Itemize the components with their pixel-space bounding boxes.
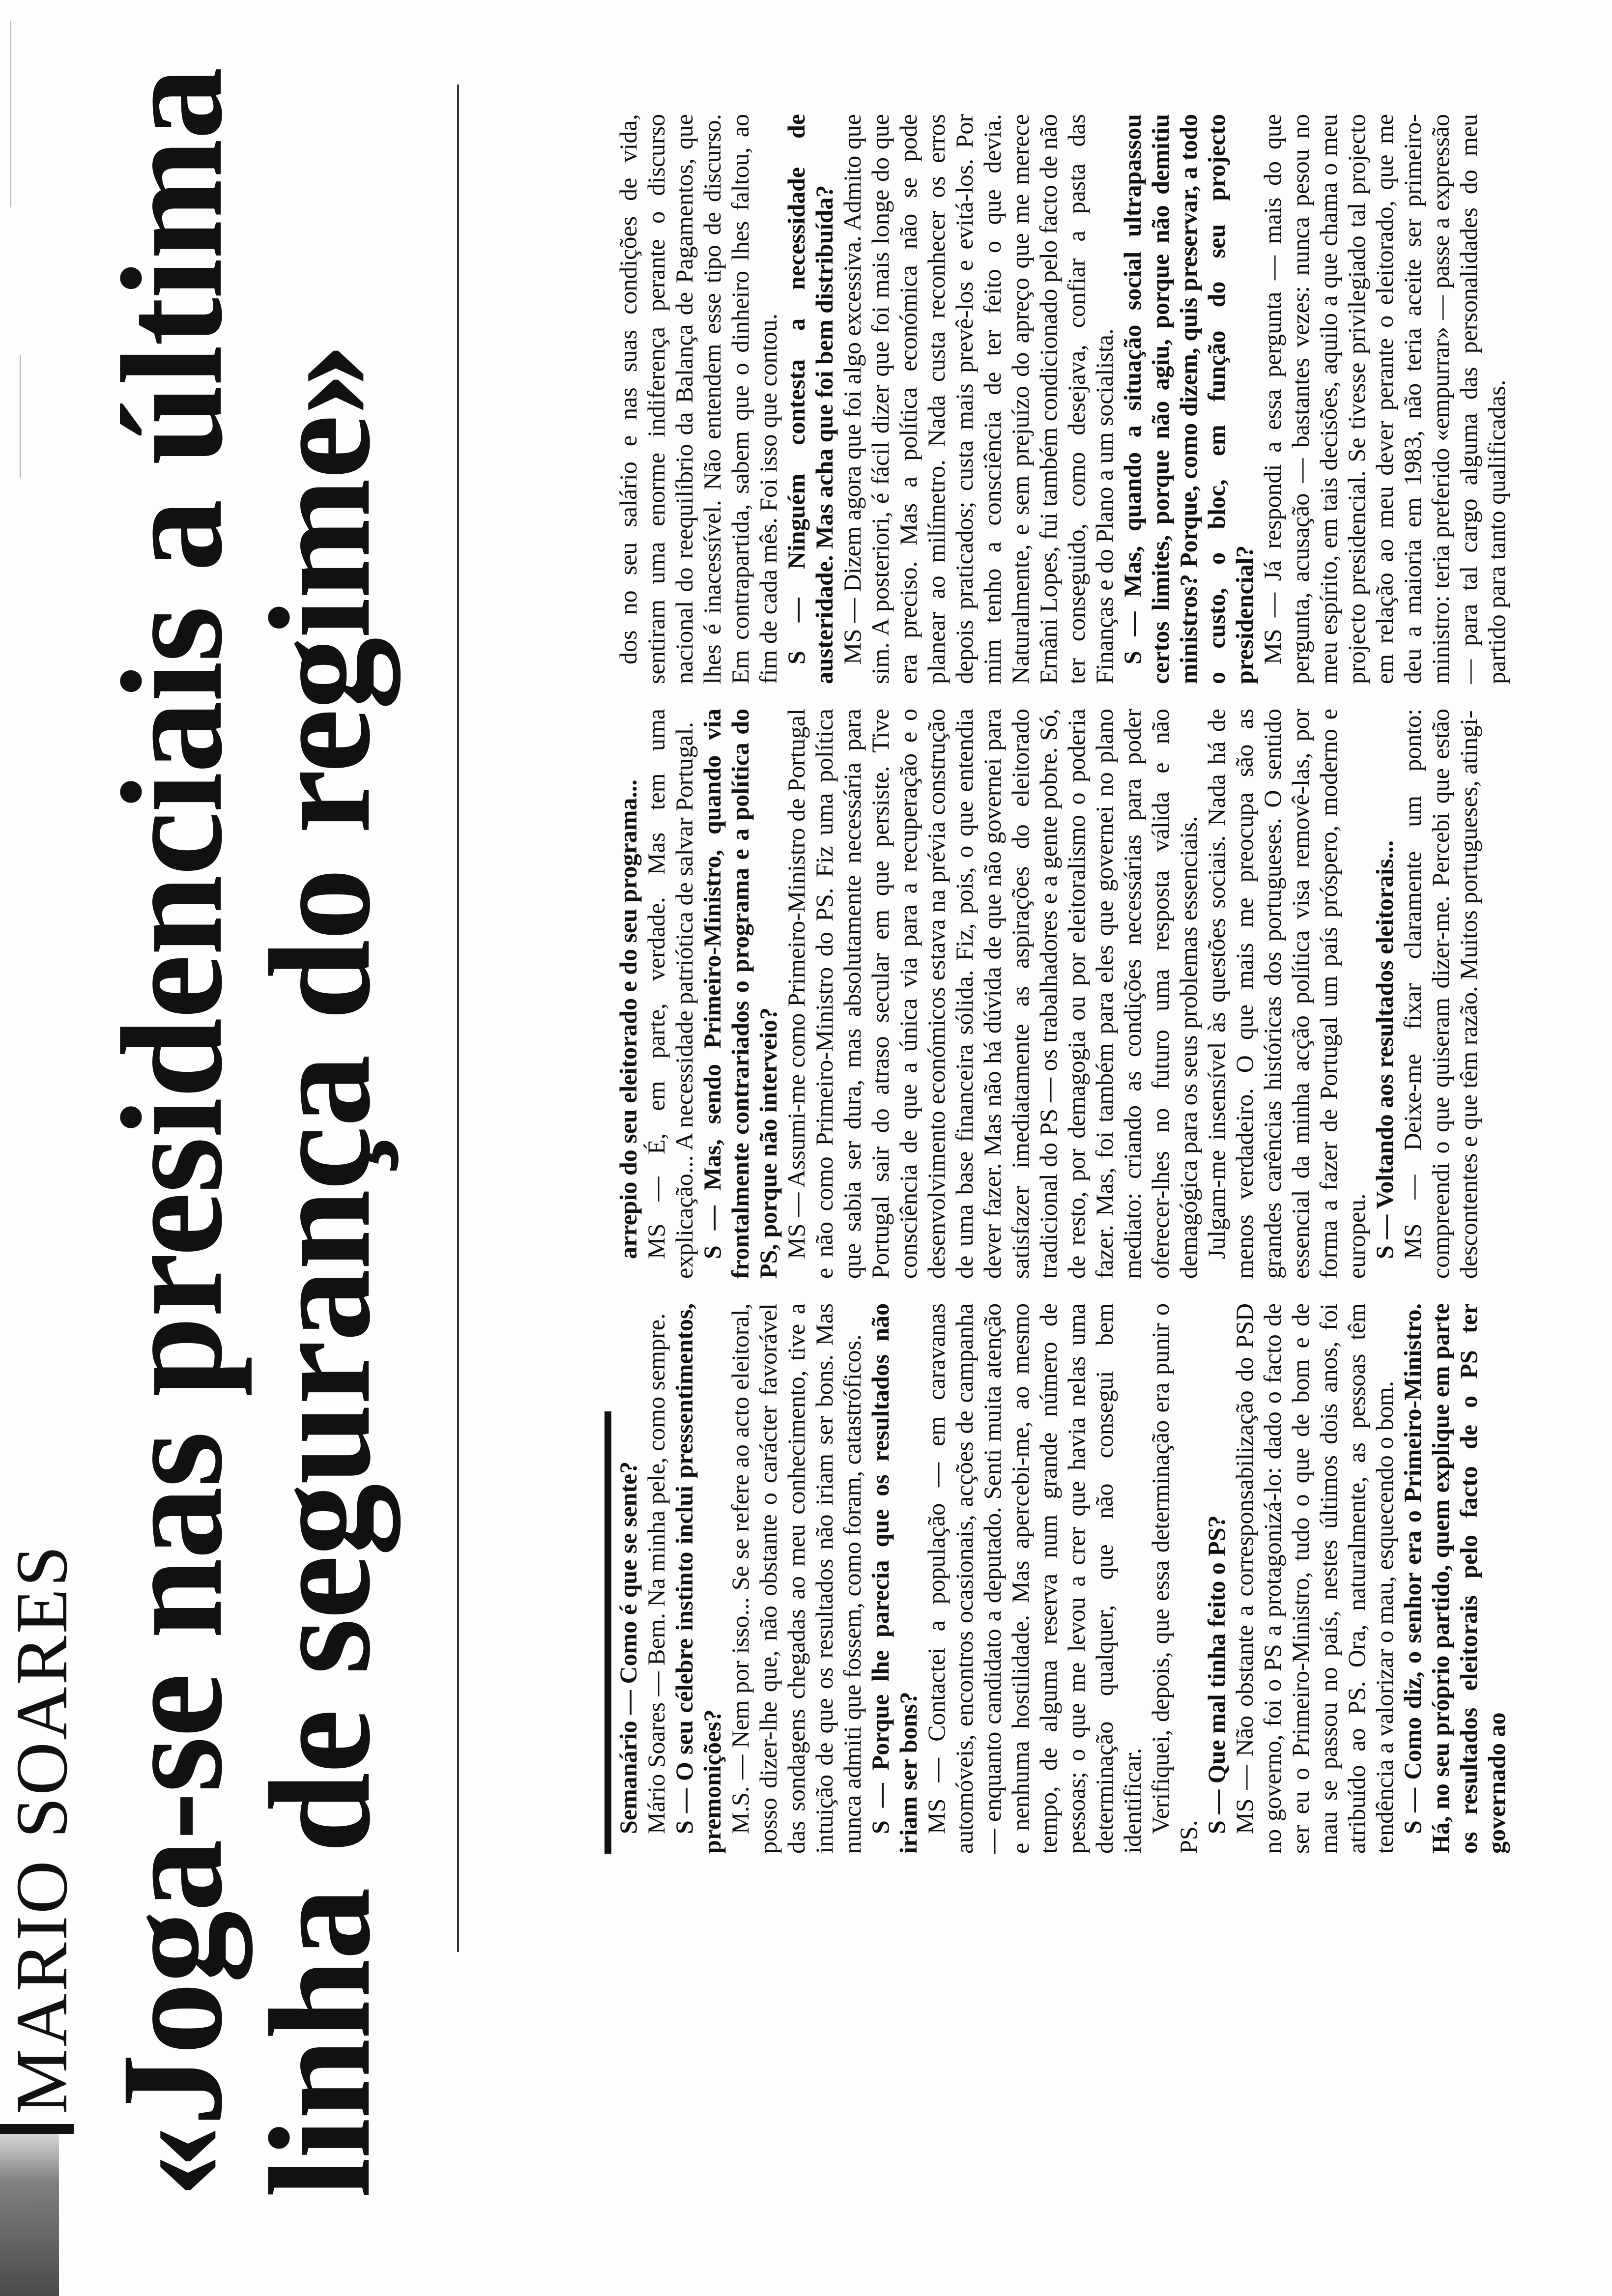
interview-question: S — Que mal tinha feito o PS? (1203, 1515, 1230, 1834)
section-rule (604, 1411, 611, 1854)
headline-line-2: linha de segurança do regime» (239, 344, 400, 2198)
interview-question: S — Mas, quando a situação social ultrapassou certos limites, porque não agiu, porque não demitiu ministros? Porque, como dizem, quis preservar, a todo o custo, o bloc, em função do seu projecto presidencial? (1119, 114, 1258, 684)
scan-artifact (10, 21, 11, 207)
interview-answer: Verifiquei, depois, que essa determinação era punir o PS. (1147, 1303, 1202, 1854)
interview-answer: dos no seu salário e nas suas condições de vida, sentiram uma enorme indiferença perante o discurso nacional do reequilíbrio da Balança de Pagamentos, que lhes é inacessível. Não entendem esse tipo de discurso. Em contrapartida, sabem que o dinheiro lhes faltou, ao fim de cada mês. Foi isso que contou. (614, 114, 782, 684)
article-column-2 (614, 709, 1612, 1279)
interview-answer: MS — Contactei a população — em caravanas automóveis, encontros ocasionais, acções de campanha — enquanto candidato a deputado. Senti muita atenção e nenhuma hostilidade. Mas apercebi-me, ao mesmo tempo, de alguma reserva num grande número de pessoas; o que me levou a crer que havia nelas uma determinação qualquer, que não consegui bem identificar. (922, 1303, 1146, 1854)
byline: MARIO SOARES (1, 1544, 83, 2114)
interview-answer: MS — Deixe-me fixar claramente um ponto: compreendi o que quiseram dizer-me. Percebi que estão descontentes e que têm razão. Muitos portugueses, atingi- (1399, 709, 1482, 1279)
byline-bar (0, 2124, 74, 2134)
interview-answer: MS — Não obstante a corresponsabilização do PSD no governo, foi o PS a protagonizá-lo: dado o facto de ser eu o Primeiro-Ministro, tudo o que de bom e de mau se passou no país, nestes últimos dois anos, foi atribuído ao PS. Ora, naturalmente, as pessoas têm tendência a valorizar o mau, esquecendo o bom. (1231, 1303, 1398, 1854)
interview-question: arrepio do seu eleitorado e do seu programa... (614, 779, 642, 1259)
interview-question: S — Porque lhe parecia que os resultados não iriam ser bons? (866, 1303, 922, 1854)
headline (91, 68, 400, 2198)
article-column-3 (614, 114, 1612, 684)
headline-line-1: «Joga-se nas presidenciais a última (91, 68, 252, 2198)
article-column-1 (614, 1303, 1612, 1854)
interview-question: S — Mas, sendo Primeiro-Ministro, quando via frontalmente contrariados o programa e a política do PS, porque não interveio? (698, 709, 782, 1279)
interview-answer: Julgam-me insensível às questões sociais. Nada há de menos verdadeiro. O que mais me preocupa são as grandes carências históricas dos portugueses. O sentido essencial da minha acção política visa removê-las, por forma a fazer de Portugal um país próspero, moderno e europeu. (1203, 709, 1370, 1279)
interview-question: S — Voltando aos resultados eleitorais... (1371, 840, 1398, 1259)
interview-question: S — O seu célebre instinto inclui pressentimentos, premonições? (670, 1303, 726, 1854)
top-rule (457, 85, 459, 1952)
scan-dark-edge (0, 2134, 59, 2296)
interview-answer: MS — É, em parte, verdade. Mas tem uma explicação... A necessidade patriótica de salvar Portugal. (642, 709, 698, 1279)
interview-question: Semanário — Como é que se sente? (614, 1461, 642, 1834)
scan-artifact (20, 355, 21, 478)
interview-answer: M.S. — Nem por isso... Se se refere ao acto eleitoral, posso dizer-lhe que, não obstante o carácter favorável das sondagens chegadas ao meu conhecimento, tive a intuição de que os resultados não iriam ser bons. Mas nunca admiti que fossem, como foram, catastróficos. (726, 1303, 866, 1854)
interview-answer: MS — Já respondi a essa pergunta — mais do que pergunta, acusação — bastantes vezes: nunca pesou no meu espírito, em tais decisões, aquilo a que chama o meu projecto presidencial. Se tivesse privilegiado tal projecto em relação ao meu dever perante o eleitorado, que me deu a maioria em 1983, não teria aceite ser primeiro-ministro: teria preferido «empurrar» — passe a expressão — para tal cargo alguma das personalidades do meu partido para tanto qualificadas. (1259, 114, 1510, 684)
interview-answer: Mário Soares — Bem. Na minha pele, como sempre. (642, 1313, 670, 1834)
interview-question: S — Como diz, o senhor era o Primeiro-Ministro. Há, no seu próprio partido, quem explique em parte os resultados eleitorais pelo facto de o PS ter governado ao (1399, 1303, 1510, 1854)
interview-answer: MS — Assumi-me como Primeiro-Ministro de Portugal e não como Primeiro-Ministro do PS. Fiz uma política que sabia ser dura, mas absolutamente necessária para Portugal sair do atraso secular em que persiste. Tive consciência de que a única via para a recuperação e o desenvolvimento económicos estava na prévia construção de uma base financeira sólida. Fiz, pois, o que entendia dever fazer. Mas não há dúvida de que não governei para satisfazer imediatamente as aspirações do eleitorado tradicional do PS — os trabalhadores e a gente pobre. Só, de resto, por demagogia ou por eleitoralismo o poderia fazer. Mas, foi também para eles que governei no plano mediato: criando as condições necessárias para poder oferecer-lhes no futuro uma resposta válida e não demagógica para os seus problemas essenciais. (782, 709, 1202, 1279)
interview-answer: MS — Dizem agora que foi algo excessiva. Admito que sim. A posteriori, é fácil dizer que foi mais longe do que era preciso. Mas a política económica não se pode planear ao milímetro. Nada custa reconhecer os erros depois praticados; custa mais prevê-los e evitá-los. Por mim tenho a consciência de ter feito o que devia. Naturalmente, e sem prejuízo do apreço que me merece Ernâni Lopes, fui também condicionado pelo facto de não ter conseguido, como desejava, confiar a pasta das Finanças e do Plano a um socialista. (838, 114, 1118, 684)
interview-question: S — Ninguém contesta a necessidade de austeridade. Mas acha que foi bem distribuída? (782, 114, 838, 684)
